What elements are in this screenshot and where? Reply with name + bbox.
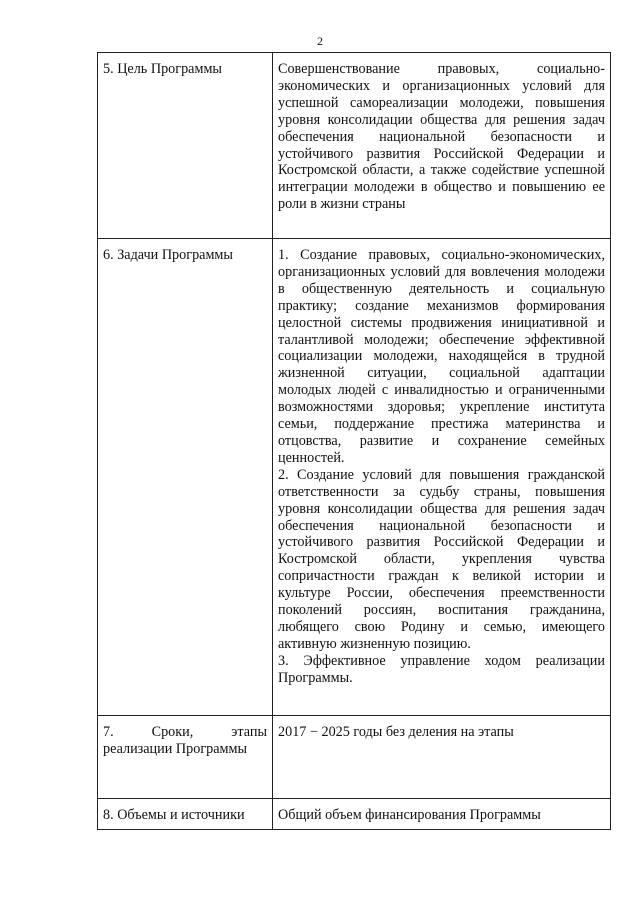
funding-text: Общий объем финансирования Программы — [273, 799, 611, 830]
terms-label: 7. Сроки, этапы реализации Программы — [98, 716, 273, 799]
table-row-funding — [98, 799, 611, 830]
goal-label: 5. Цель Программы — [98, 53, 273, 239]
task-item-1: 1. Создание правовых, социально-экономических, организационных условий для вовлечения молодежи в общественную деятельность и социальную практику; создание механизмов формирования целостной системы продвижения инициативной и талантливой молодежи; обеспечение эффективной социализации молодежи, находящейся в трудной жизненной ситуации, социальной адаптации молодых людей с инвалидностью и ограниченными возможностями здоровья; укрепление института семьи, поддержание престижа материнства и отцовства, развитие и сохранение семейных ценностей. — [278, 247, 605, 466]
terms-text: 2017 − 2025 годы без деления на этапы — [273, 716, 611, 799]
table-row-goal — [98, 53, 611, 239]
tasks-list — [273, 239, 611, 716]
task-item-2: 2. Создание условий для повышения гражданской ответственности за судьбу страны, повышения уровня консолидации общества для решения задач обеспечения национальной безопасности и устойчивого развития Российской Федерации и Костромской области, укрепления чувства сопричастности граждан к великой истории и культуре России, обеспечения преемственности поколений россиян, воспитания гражданина, любящего свою Родину и семью, имеющего активную жизненную позицию. — [278, 466, 605, 652]
table-row-terms — [98, 716, 611, 799]
page-number: 2 — [317, 34, 323, 48]
funding-label: 8. Объемы и источники — [98, 799, 273, 830]
goal-text: Совершенствование правовых, социально-экономических и организационных условий для успешной самореализации молодежи, повышения уровня консолидации общества для решения задач обеспечения национальной безопасности и устойчивого развития Российской Федерации и Костромской области, а также содействие успешной интеграции молодежи в общество и повышению ее роли в жизни страны — [273, 53, 611, 239]
table-row-tasks — [98, 239, 611, 716]
task-item-3: 3. Эффективное управление ходом реализации Программы. — [278, 652, 605, 686]
program-passport-table — [97, 52, 611, 830]
tasks-label: 6. Задачи Программы — [98, 239, 273, 716]
